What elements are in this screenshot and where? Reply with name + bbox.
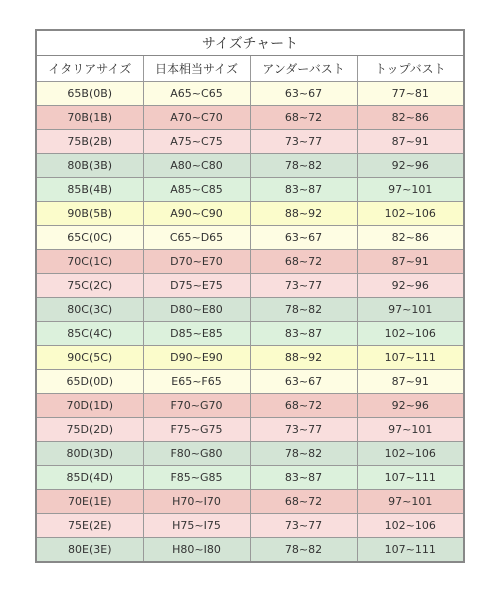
cell-japan-size: A90~C90 [143,202,250,226]
table-row [36,394,464,418]
cell-japan-size: A75~C75 [143,130,250,154]
cell-japan-size: A80~C80 [143,154,250,178]
cell-top-bust: 82~86 [357,226,464,250]
cell-japan-size: D80~E80 [143,298,250,322]
table-body [36,82,464,563]
cell-italian-size: 65C(0C) [36,226,143,250]
cell-italian-size: 70B(1B) [36,106,143,130]
cell-italian-size: 75C(2C) [36,274,143,298]
cell-under-bust: 73~77 [250,514,357,538]
title-row [36,30,464,56]
cell-top-bust: 102~106 [357,514,464,538]
cell-top-bust: 102~106 [357,442,464,466]
cell-top-bust: 97~101 [357,298,464,322]
cell-under-bust: 88~92 [250,202,357,226]
cell-under-bust: 88~92 [250,346,357,370]
table-row [36,250,464,274]
cell-japan-size: H75~I75 [143,514,250,538]
table-row [36,466,464,490]
cell-under-bust: 63~67 [250,226,357,250]
cell-under-bust: 78~82 [250,538,357,563]
cell-japan-size: D70~E70 [143,250,250,274]
cell-top-bust: 107~111 [357,346,464,370]
cell-top-bust: 77~81 [357,82,464,106]
cell-italian-size: 75E(2E) [36,514,143,538]
cell-japan-size: A65~C65 [143,82,250,106]
cell-japan-size: F70~G70 [143,394,250,418]
cell-top-bust: 87~91 [357,130,464,154]
cell-italian-size: 80E(3E) [36,538,143,563]
cell-italian-size: 65B(0B) [36,82,143,106]
cell-italian-size: 70C(1C) [36,250,143,274]
table-row [36,490,464,514]
cell-top-bust: 97~101 [357,178,464,202]
header-under-bust: アンダーバスト [250,56,357,82]
cell-italian-size: 70D(1D) [36,394,143,418]
cell-under-bust: 68~72 [250,394,357,418]
cell-top-bust: 92~96 [357,394,464,418]
table-row [36,226,464,250]
cell-italian-size: 80B(3B) [36,154,143,178]
header-japan-size: 日本相当サイズ [143,56,250,82]
cell-under-bust: 68~72 [250,250,357,274]
cell-italian-size: 70E(1E) [36,490,143,514]
cell-japan-size: H80~I80 [143,538,250,563]
cell-under-bust: 73~77 [250,418,357,442]
cell-japan-size: D90~E90 [143,346,250,370]
size-chart-table [35,29,465,563]
cell-italian-size: 75B(2B) [36,130,143,154]
cell-top-bust: 87~91 [357,250,464,274]
cell-italian-size: 85C(4C) [36,322,143,346]
cell-japan-size: F80~G80 [143,442,250,466]
table-row [36,538,464,563]
cell-top-bust: 82~86 [357,106,464,130]
header-top-bust: トップバスト [357,56,464,82]
table-row [36,442,464,466]
cell-italian-size: 85B(4B) [36,178,143,202]
cell-italian-size: 75D(2D) [36,418,143,442]
cell-top-bust: 102~106 [357,202,464,226]
cell-japan-size: D85~E85 [143,322,250,346]
table-row [36,514,464,538]
table-row [36,202,464,226]
table-row [36,178,464,202]
table-row [36,298,464,322]
cell-top-bust: 92~96 [357,274,464,298]
cell-under-bust: 83~87 [250,322,357,346]
header-italian-size: イタリアサイズ [36,56,143,82]
cell-japan-size: A85~C85 [143,178,250,202]
table-row [36,274,464,298]
table-row [36,346,464,370]
cell-under-bust: 63~67 [250,82,357,106]
cell-under-bust: 68~72 [250,490,357,514]
table-row [36,82,464,106]
table-row [36,370,464,394]
table-row [36,322,464,346]
cell-under-bust: 78~82 [250,298,357,322]
cell-under-bust: 78~82 [250,442,357,466]
cell-japan-size: A70~C70 [143,106,250,130]
cell-italian-size: 90C(5C) [36,346,143,370]
cell-japan-size: F85~G85 [143,466,250,490]
cell-top-bust: 102~106 [357,322,464,346]
cell-under-bust: 83~87 [250,466,357,490]
cell-under-bust: 63~67 [250,370,357,394]
chart-title: サイズチャート [36,30,464,56]
cell-top-bust: 107~111 [357,538,464,563]
cell-top-bust: 87~91 [357,370,464,394]
cell-under-bust: 68~72 [250,106,357,130]
table-row [36,418,464,442]
cell-italian-size: 90B(5B) [36,202,143,226]
cell-top-bust: 92~96 [357,154,464,178]
cell-under-bust: 73~77 [250,274,357,298]
cell-under-bust: 73~77 [250,130,357,154]
cell-japan-size: D75~E75 [143,274,250,298]
cell-top-bust: 107~111 [357,466,464,490]
header-row [36,56,464,82]
cell-italian-size: 80C(3C) [36,298,143,322]
cell-japan-size: F75~G75 [143,418,250,442]
cell-japan-size: C65~D65 [143,226,250,250]
cell-top-bust: 97~101 [357,418,464,442]
cell-japan-size: H70~I70 [143,490,250,514]
table-row [36,130,464,154]
cell-under-bust: 78~82 [250,154,357,178]
cell-italian-size: 80D(3D) [36,442,143,466]
cell-top-bust: 97~101 [357,490,464,514]
cell-japan-size: E65~F65 [143,370,250,394]
cell-italian-size: 65D(0D) [36,370,143,394]
cell-under-bust: 83~87 [250,178,357,202]
cell-italian-size: 85D(4D) [36,466,143,490]
table-row [36,154,464,178]
table-row [36,106,464,130]
